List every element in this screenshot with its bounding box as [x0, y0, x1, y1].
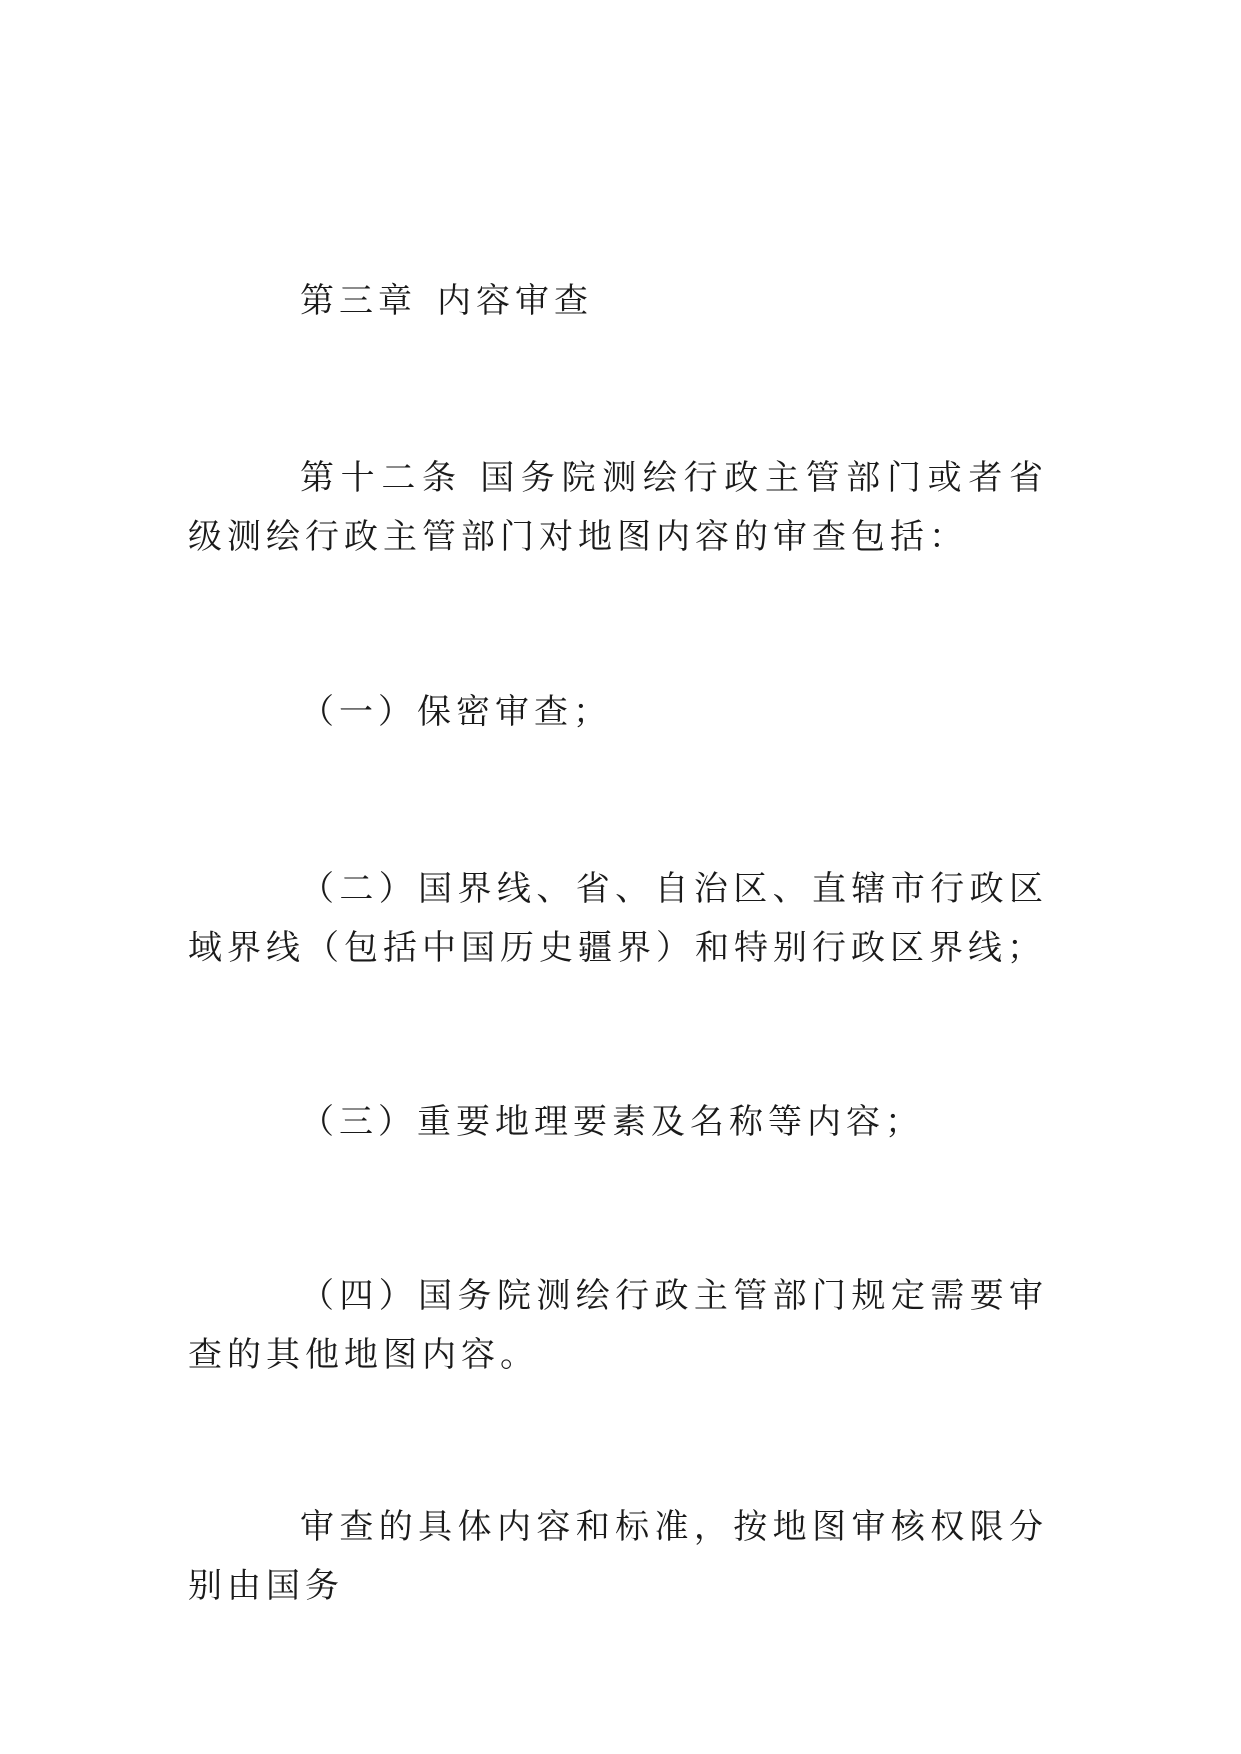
list-item: [188, 1267, 1048, 1385]
list-item: [188, 860, 1048, 978]
chapter-number: 第三章: [300, 281, 417, 321]
item-marker: （二）: [300, 869, 419, 909]
item-text: 重要地理要素及名称等内容；: [417, 1102, 924, 1142]
closing-paragraph: 审查的具体内容和标准，按地图审核权限分别由国务: [188, 1507, 1048, 1606]
item-marker: （三）: [300, 1102, 417, 1142]
item-text: 国界线、省、自治区、直辖市行政区域界线（包括中国历史疆界）和特别行政区界线；: [188, 869, 1049, 968]
item-marker: （四）: [300, 1276, 419, 1316]
article-text: 国务院测绘行政主管部门或者省级测绘行政主管部门对地图内容的审查包括：: [188, 458, 1049, 557]
article-12-paragraph: [188, 449, 1048, 567]
article-label: 第十二条: [300, 458, 463, 498]
item-marker: （一）: [300, 692, 417, 732]
list-item: [188, 683, 1048, 742]
item-text: 保密审查；: [417, 692, 612, 732]
list-item: [188, 1093, 1048, 1152]
item-text: 国务院测绘行政主管部门规定需要审查的其他地图内容。: [188, 1276, 1049, 1375]
chapter-heading: [188, 272, 1048, 331]
chapter-title: 内容审查: [437, 281, 593, 321]
